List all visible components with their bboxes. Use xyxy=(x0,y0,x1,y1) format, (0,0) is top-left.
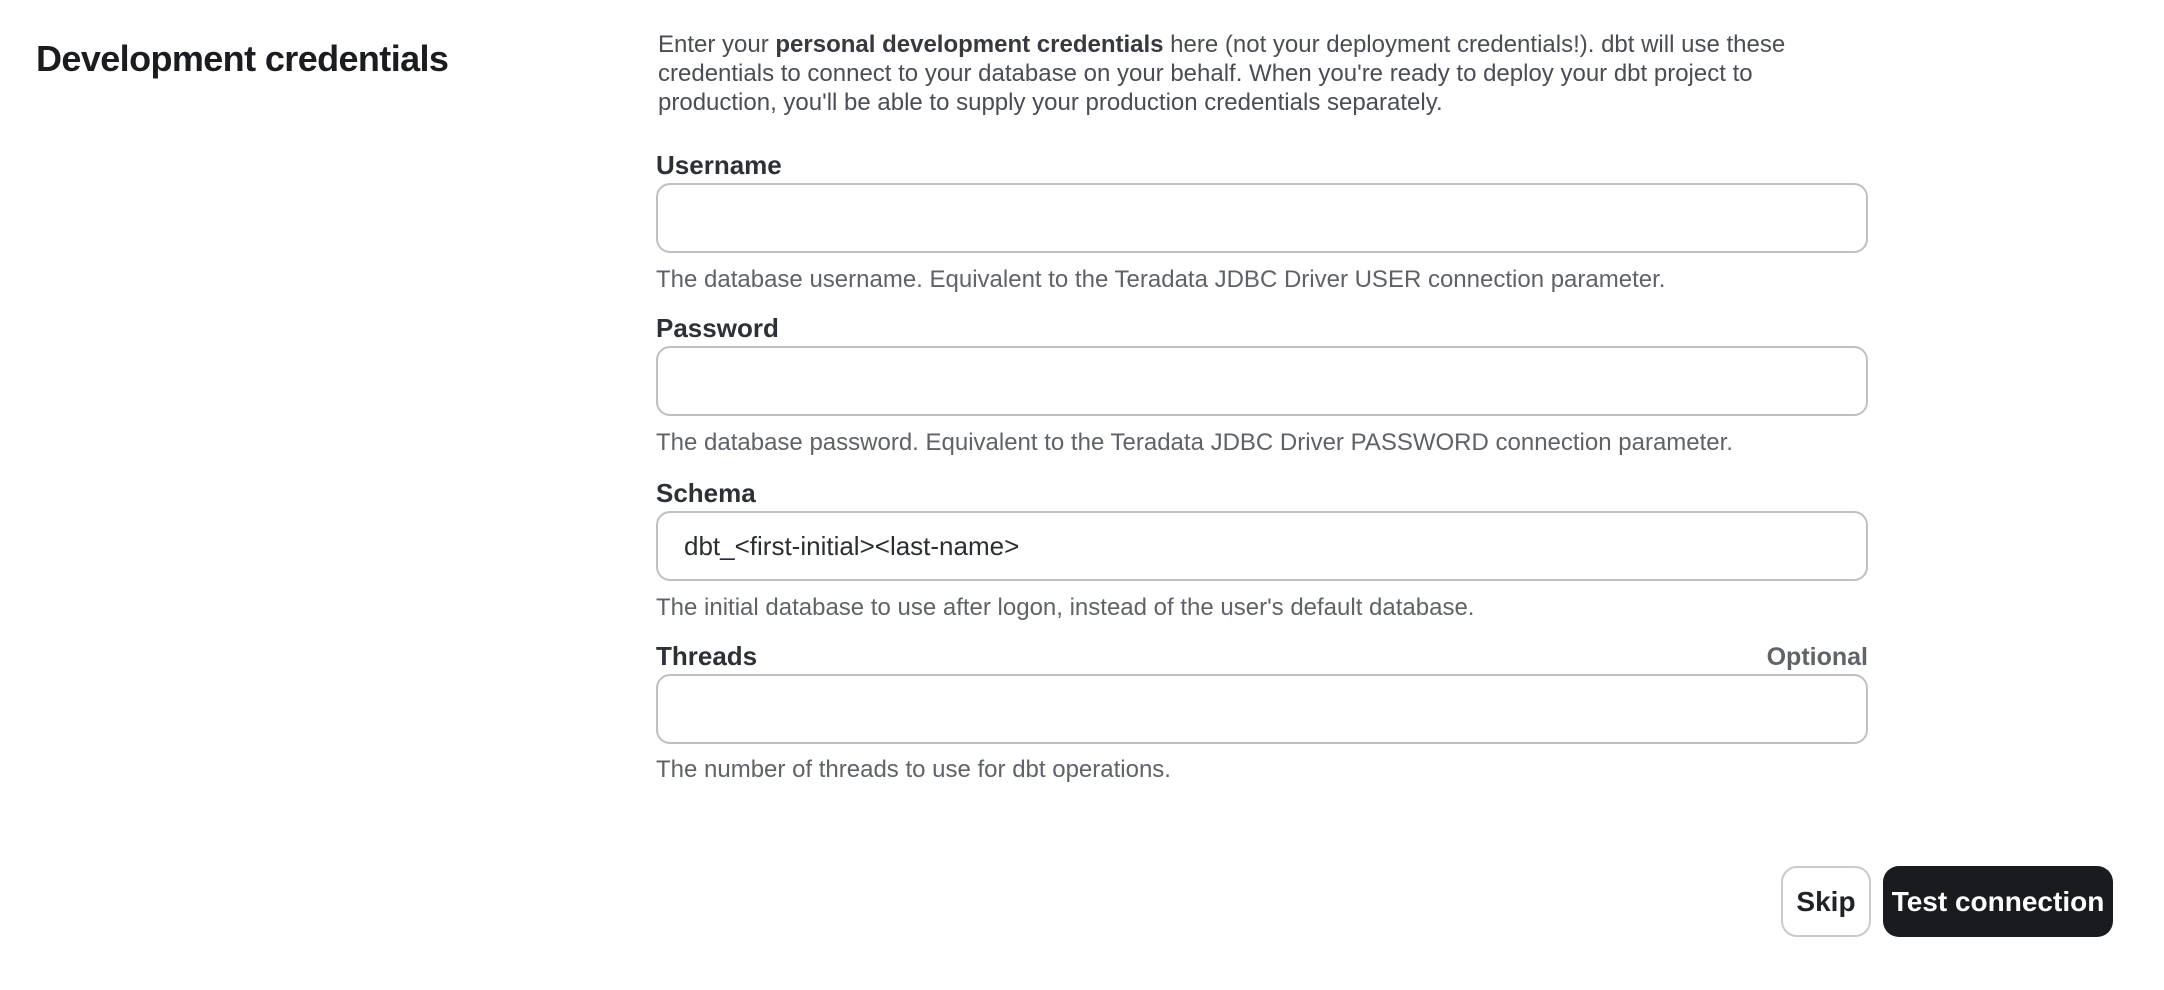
intro-line1-rest: here (not your deployment credentials!). dbt will use these xyxy=(1163,31,1786,58)
password-field-group xyxy=(656,313,1868,344)
intro-line1-pre: Enter your xyxy=(658,31,776,58)
test-connection-button[interactable]: Test connection xyxy=(1883,866,2113,937)
intro-line-2: credentials to connect to your database on your behalf. When you're ready to deploy your dbt project to xyxy=(658,60,1753,87)
schema-helper-text: The initial database to use after logon, instead of the user's default database. xyxy=(656,594,1475,621)
intro-line-3: production, you'll be able to supply your production credentials separately. xyxy=(658,89,1443,116)
threads-input[interactable] xyxy=(656,674,1868,744)
page-title: Development credentials xyxy=(36,38,449,79)
threads-label: Threads xyxy=(656,641,758,671)
schema-field-group xyxy=(656,478,1868,509)
username-label: Username xyxy=(656,150,782,180)
intro-line-1 xyxy=(658,30,1870,59)
skip-button[interactable]: Skip xyxy=(1781,866,1871,937)
threads-helper-text: The number of threads to use for dbt operations. xyxy=(656,756,1171,783)
schema-label: Schema xyxy=(656,478,756,508)
password-helper-text: The database password. Equivalent to the Teradata JDBC Driver PASSWORD connection parameter. xyxy=(656,429,1733,456)
intro-text xyxy=(658,30,1870,117)
password-input[interactable] xyxy=(656,346,1868,416)
username-field-group xyxy=(656,150,1868,181)
username-input[interactable] xyxy=(656,183,1868,253)
threads-field-group xyxy=(656,641,1868,672)
threads-optional-badge: Optional xyxy=(1766,643,1868,671)
password-label: Password xyxy=(656,313,779,343)
intro-line1-bold: personal development credentials xyxy=(775,31,1164,58)
username-helper-text: The database username. Equivalent to the Teradata JDBC Driver USER connection parameter. xyxy=(656,266,1666,293)
schema-input[interactable] xyxy=(656,511,1868,581)
